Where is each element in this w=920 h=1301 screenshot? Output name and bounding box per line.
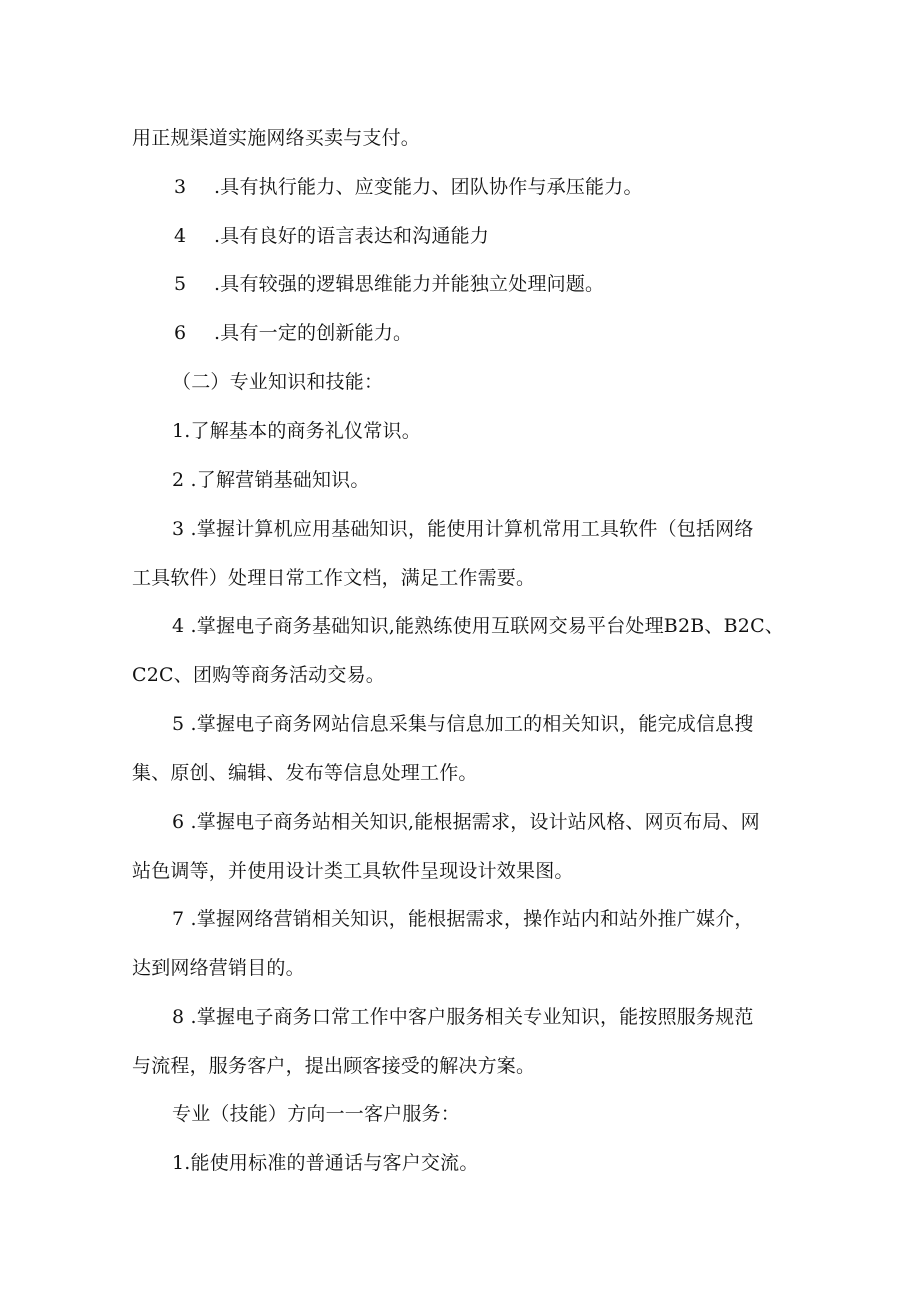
numbered-list-item: [174, 272, 604, 296]
paragraph-line: 7 .掌握网络营销相关知识，能根据需求，操作站内和站外推广媒介，: [172, 908, 754, 930]
paragraph-line: 集、原创、编辑、发布等信息处理工作。: [132, 762, 478, 784]
numbered-list-item: [174, 224, 489, 248]
paragraph-line: 4 .掌握电子商务基础知识,能熟练使用互联网交易平台处理B2B、B2C、: [172, 615, 785, 637]
paragraph-line: 与流程，服务客户，提出顾客接受的解决方案。: [132, 1055, 536, 1077]
paragraph-line: 3 .掌握计算机应用基础知识，能使用计算机常用工具软件（包括网络: [172, 518, 754, 540]
numbered-list-item: [174, 175, 643, 199]
paragraph-line: 5 .掌握电子商务网站信息采集与信息加工的相关知识，能完成信息搜: [172, 713, 754, 735]
paragraph-line: 1.能使用标准的普通话与客户交流。: [172, 1152, 479, 1174]
numbered-list-item: [174, 321, 412, 345]
paragraph-line: 达到网络营销目的。: [132, 957, 305, 979]
list-item-text: .具有较强的逻辑思维能力并能独立处理问题。: [214, 273, 605, 295]
paragraph-line: 工具软件）处理日常工作文档，满足工作需要。: [132, 567, 536, 589]
list-item-text: .具有良好的语言表达和沟通能力: [214, 225, 490, 247]
paragraph-line: C2C、团购等商务活动交易。: [132, 664, 385, 686]
paragraph-line: 2 .了解营销基础知识。: [172, 469, 370, 491]
list-item-number: 5: [174, 273, 187, 295]
list-item-text: .具有执行能力、应变能力、团队协作与承压能力。: [214, 176, 643, 198]
paragraph-line: 1.了解基本的商务礼仪常识。: [172, 420, 421, 442]
list-item-text: .具有一定的创新能力。: [214, 322, 413, 344]
list-item-number: 4: [174, 225, 187, 247]
paragraph-line: 站色调等，并使用设计类工具软件呈现设计效果图。: [132, 860, 574, 882]
paragraph-line: 用正规渠道实施网络买卖与支付。: [132, 127, 421, 149]
paragraph-line: 6 .掌握电子商务站相关知识,能根据需求，设计站风格、网页布局、网: [172, 811, 760, 833]
section-heading: 专业（技能）方向一一客户服务：: [172, 1103, 461, 1125]
section-heading: （二）专业知识和技能：: [172, 371, 384, 393]
list-item-number: 6: [174, 322, 187, 344]
paragraph-line: 8 .掌握电子商务口常工作中客户服务相关专业知识，能按照服务规范: [172, 1006, 754, 1028]
list-item-number: 3: [174, 176, 187, 198]
